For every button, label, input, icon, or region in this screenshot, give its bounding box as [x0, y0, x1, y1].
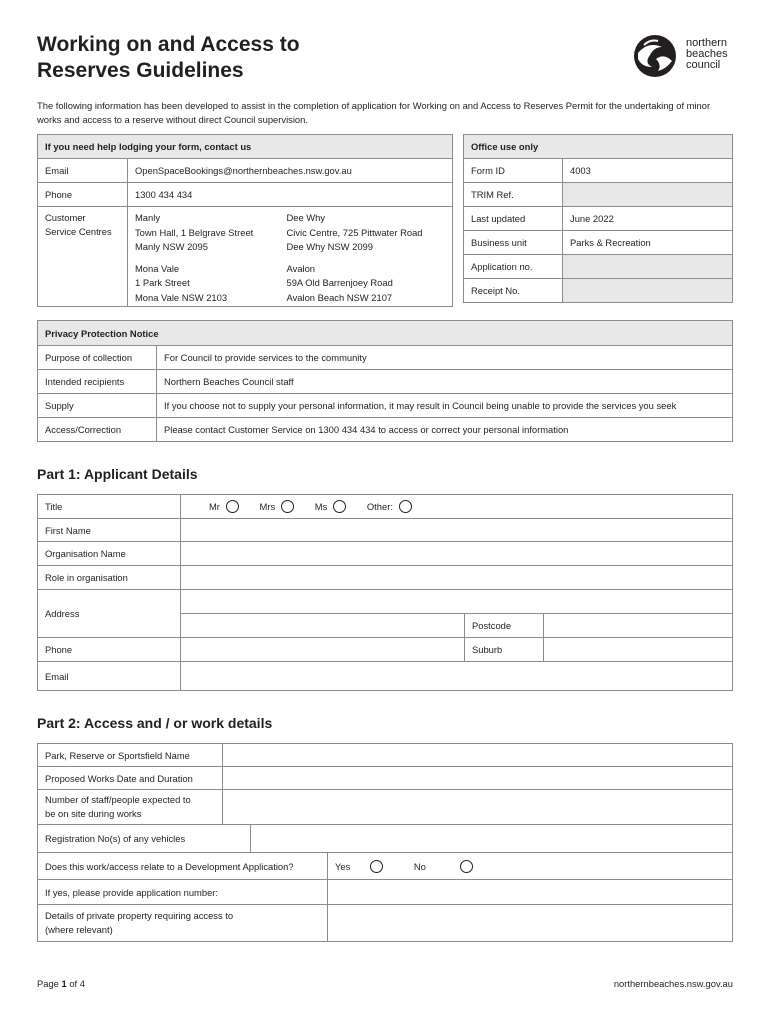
title-line-2: Reserves Guidelines — [37, 59, 244, 82]
title-mrs-radio[interactable] — [281, 500, 294, 513]
business-unit-label: Business unit — [464, 231, 563, 255]
last-updated-value: June 2022 — [563, 207, 733, 231]
org-name-field[interactable] — [181, 542, 733, 566]
work-details-table-3 — [37, 852, 733, 942]
privacy-row-label: Access/Correction — [38, 418, 157, 442]
application-no-value — [563, 255, 733, 279]
da-no-label: No — [413, 860, 426, 872]
da-question-label: Does this work/access relate to a Development Application? — [38, 853, 328, 880]
receipt-no-value — [563, 279, 733, 303]
staff-label: Number of staff/people expected to be on site during works — [38, 790, 223, 825]
first-name-field[interactable] — [181, 519, 733, 542]
rego-field[interactable] — [251, 825, 733, 853]
org-name-label: Organisation Name — [38, 542, 181, 566]
applicant-details-table — [37, 494, 733, 691]
staff-field[interactable] — [223, 790, 733, 825]
title-option-other-label: Other: — [366, 501, 393, 512]
form-id-label: Form ID — [464, 159, 563, 183]
council-logo — [630, 33, 740, 79]
email-label: Email — [38, 662, 181, 691]
da-no-radio[interactable] — [460, 860, 473, 873]
trim-ref-value — [563, 183, 733, 207]
footer-website: northernbeaches.nsw.gov.au — [613, 978, 733, 989]
title-option-ms-label: Ms — [314, 501, 328, 512]
form-id-value: 4003 — [563, 159, 733, 183]
privacy-heading: Privacy Protection Notice — [38, 321, 733, 346]
dates-field[interactable] — [223, 767, 733, 790]
page-number: Page 1 of 4 — [37, 978, 85, 989]
contact-table — [37, 134, 453, 307]
da-yes-radio[interactable] — [370, 860, 383, 873]
email-value: OpenSpaceBookings@northernbeaches.nsw.gov.au — [128, 159, 453, 183]
phone-label: Phone — [38, 638, 181, 662]
email-label: Email — [38, 159, 128, 183]
phone-field[interactable] — [181, 638, 465, 662]
office-use-table — [463, 134, 733, 303]
page-title — [37, 32, 300, 84]
rego-label: Registration No(s) of any vehicles — [38, 825, 251, 853]
title-option-mr-label: Mr — [209, 501, 220, 512]
private-property-label: Details of private property requiring access to (where relevant) — [38, 905, 328, 942]
first-name-label: First Name — [38, 519, 181, 542]
suburb-field[interactable] — [544, 638, 733, 662]
address-line-2-field[interactable] — [181, 614, 465, 638]
centres-label: Customer Service Centres — [38, 207, 128, 307]
phone-label: Phone — [38, 183, 128, 207]
part2-heading: Part 2: Access and / or work details — [37, 715, 273, 731]
dates-label: Proposed Works Date and Duration — [38, 767, 223, 790]
office-heading: Office use only — [464, 135, 733, 159]
email-field[interactable] — [181, 662, 733, 691]
title-label: Title — [38, 495, 181, 519]
title-mr-radio[interactable] — [226, 500, 239, 513]
app-number-field[interactable] — [328, 880, 733, 905]
app-number-label: If yes, please provide application number: — [38, 880, 328, 905]
phone-value: 1300 434 434 — [128, 183, 453, 207]
privacy-table — [37, 320, 733, 442]
application-no-label: Application no. — [464, 255, 563, 279]
postcode-label: Postcode — [465, 614, 544, 638]
centres-right: Dee Why Civic Centre, 725 Pittwater Road Dee Why NSW 2099 Avalon 59A Old Barrenjoey Road Avalon Beach NSW 2107 — [280, 207, 453, 307]
contact-heading: If you need help lodging your form, contact us — [38, 135, 453, 159]
postcode-field[interactable] — [544, 614, 733, 638]
role-label: Role in organisation — [38, 566, 181, 590]
privacy-row-value: If you choose not to supply your personal information, it may result in Council being unable to provide the services you seek — [157, 394, 733, 418]
title-options — [181, 495, 733, 519]
da-yes-label: Yes — [335, 860, 351, 872]
address-label: Address — [38, 590, 181, 638]
privacy-row-value: Please contact Customer Service on 1300 434 434 to access or correct your personal information — [157, 418, 733, 442]
logo-wordmark: northern beaches council — [686, 37, 728, 71]
title-option-mrs-label: Mrs — [259, 501, 276, 512]
business-unit-value: Parks & Recreation — [563, 231, 733, 255]
title-other-radio[interactable] — [399, 500, 412, 513]
last-updated-label: Last updated — [464, 207, 563, 231]
privacy-row-value: Northern Beaches Council staff — [157, 370, 733, 394]
address-field[interactable] — [181, 590, 733, 614]
privacy-row-label: Supply — [38, 394, 157, 418]
privacy-row-label: Purpose of collection — [38, 346, 157, 370]
title-line-1: Working on and Access to — [37, 33, 300, 56]
work-details-table-2 — [37, 824, 733, 853]
work-details-table — [37, 743, 733, 825]
wave-logo-icon — [630, 33, 680, 79]
intro-text: The following information has been developed to assist in the completion of application for Working on and Access to Reserves Permit for the undertaking of minor works and access to a reserve without direct Council supervision. — [37, 100, 711, 125]
park-label: Park, Reserve or Sportsfield Name — [38, 744, 223, 767]
trim-ref-label: TRIM Ref. — [464, 183, 563, 207]
privacy-row-label: Intended recipients — [38, 370, 157, 394]
role-field[interactable] — [181, 566, 733, 590]
title-ms-radio[interactable] — [333, 500, 346, 513]
receipt-no-label: Receipt No. — [464, 279, 563, 303]
privacy-row-value: For Council to provide services to the community — [157, 346, 733, 370]
centres-left: Manly Town Hall, 1 Belgrave Street Manly NSW 2095 Mona Vale 1 Park Street Mona Vale NSW 2103 — [128, 207, 280, 307]
suburb-label: Suburb — [465, 638, 544, 662]
private-property-field[interactable] — [328, 905, 733, 942]
park-field[interactable] — [223, 744, 733, 767]
part1-heading: Part 1: Applicant Details — [37, 466, 198, 482]
da-options — [328, 853, 733, 880]
